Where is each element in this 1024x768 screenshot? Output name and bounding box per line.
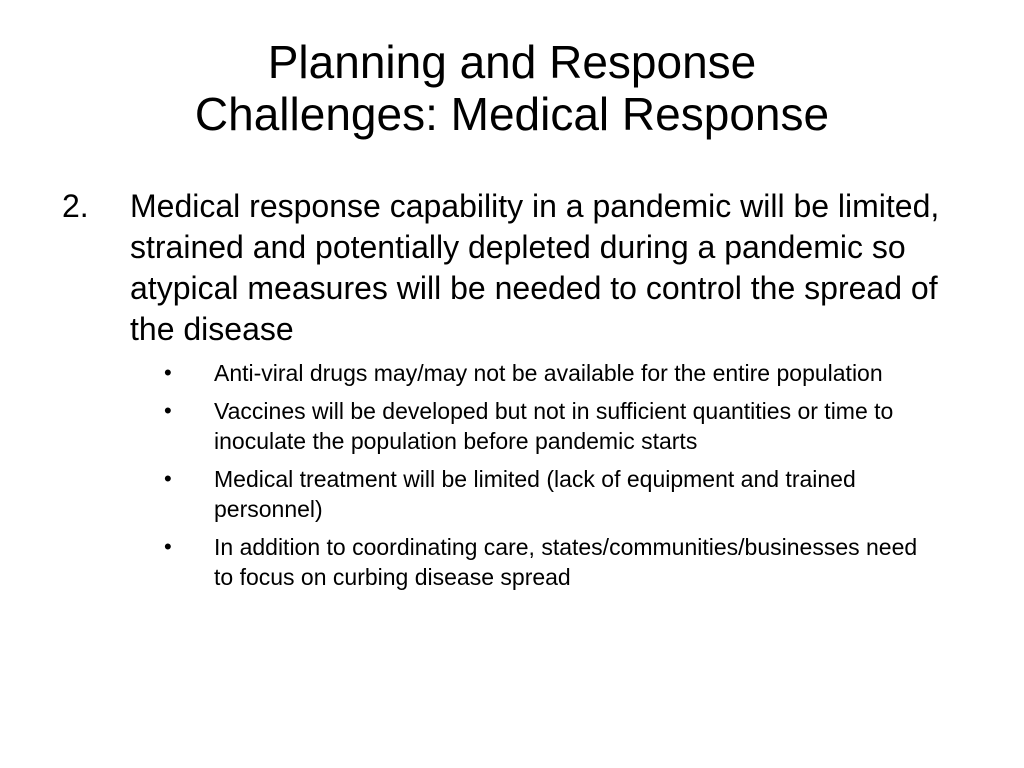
numbered-item	[62, 186, 1002, 350]
numbered-item-text: Medical response capability in a pandemic will be limited, strained and potentially depleted during a pandemic so atypical measures will be needed to control the spread of the disease	[130, 188, 940, 347]
list-item	[162, 464, 942, 524]
bullet-icon: •	[164, 398, 172, 423]
numbered-item-marker: 2.	[62, 188, 89, 224]
slide-body	[62, 186, 1002, 600]
list-item	[162, 532, 942, 592]
bullet-list	[162, 358, 942, 592]
bullet-icon: •	[164, 534, 172, 559]
list-item	[162, 396, 942, 456]
title-line-2: Challenges: Medical Response	[194, 88, 830, 140]
bullet-icon: •	[164, 466, 172, 491]
bullet-text: In addition to coordinating care, states/communities/businesses need to focus on curbing disease spread	[214, 534, 918, 590]
title-line-1: Planning and Response	[267, 36, 757, 88]
bullet-icon: •	[164, 360, 172, 385]
list-item	[162, 358, 942, 388]
bullet-text: Vaccines will be developed but not in sufficient quantities or time to inoculate the population before pandemic starts	[214, 398, 894, 454]
slide-title	[0, 36, 1024, 140]
bullet-text: Anti-viral drugs may/may not be available for the entire population	[214, 360, 883, 386]
bullet-text: Medical treatment will be limited (lack of equipment and trained personnel)	[214, 466, 856, 522]
